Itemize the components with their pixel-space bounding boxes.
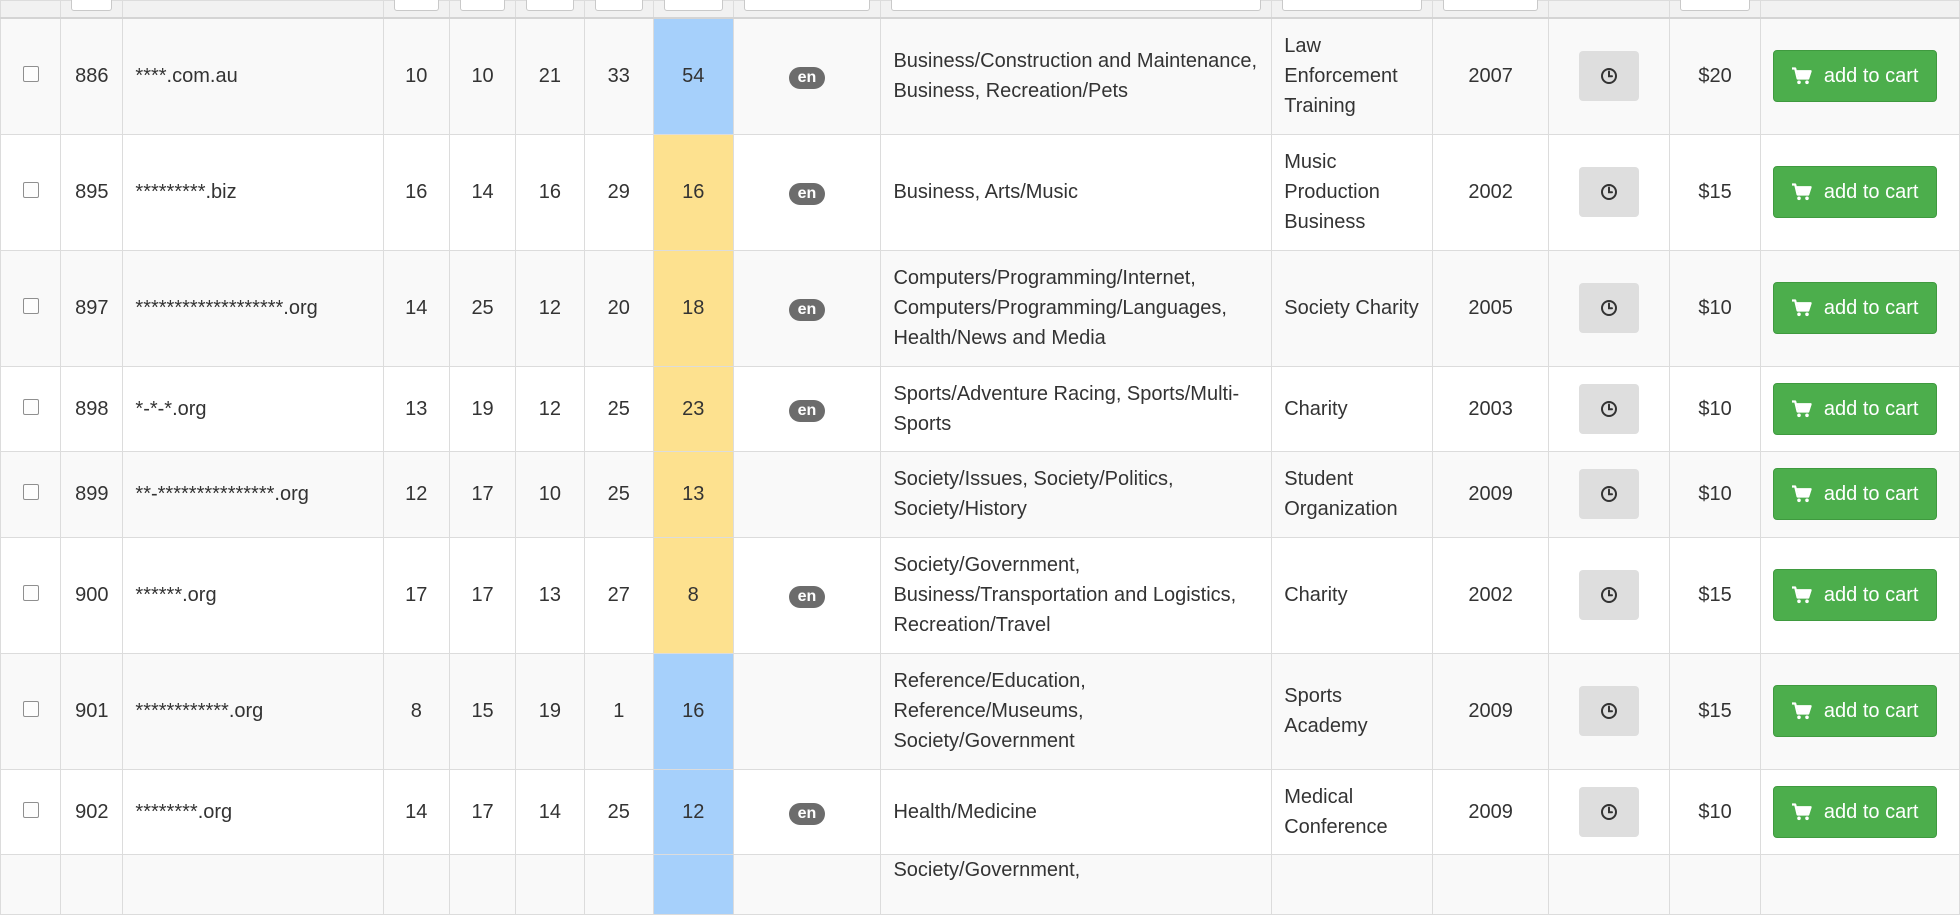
add-to-cart-label: add to cart xyxy=(1823,65,1919,88)
add-to-cart-button[interactable] xyxy=(1773,468,1938,520)
metric-3-cell: 21 xyxy=(516,18,584,134)
shopping-cart-icon xyxy=(1792,586,1812,604)
categories-cell: Society/Government, Business/Transportation and Logistics, Recreation/Travel xyxy=(881,537,1272,653)
metric-3-cell: 13 xyxy=(516,537,584,653)
metric-4-cell: 1 xyxy=(584,653,653,769)
row-checkbox[interactable] xyxy=(23,484,39,500)
history-button[interactable] xyxy=(1579,787,1639,837)
metric-4-cell xyxy=(584,854,653,914)
shopping-cart-icon xyxy=(1792,702,1812,720)
add-to-cart-label: add to cart xyxy=(1823,800,1919,823)
price-cell: $20 xyxy=(1670,18,1761,134)
topic-cell: Charity xyxy=(1272,366,1433,451)
year-cell: 2009 xyxy=(1433,769,1548,854)
history-cell xyxy=(1548,134,1669,250)
select-cell xyxy=(1,769,61,854)
topic-cell: Medical Conference xyxy=(1272,769,1433,854)
select-cell xyxy=(1,653,61,769)
history-button[interactable] xyxy=(1579,283,1639,333)
filter-row xyxy=(1,1,1960,19)
metric-2-cell: 15 xyxy=(449,653,515,769)
metric-3-cell xyxy=(516,854,584,914)
topic-cell: Charity xyxy=(1272,537,1433,653)
metric-2-cell: 14 xyxy=(449,134,515,250)
select-cell xyxy=(1,366,61,451)
filter-input[interactable] xyxy=(1443,0,1537,11)
topic-cell: Law Enforcement Training xyxy=(1272,18,1433,134)
score-cell: 12 xyxy=(653,769,733,854)
metric-1-cell: 10 xyxy=(383,18,449,134)
filter-input[interactable] xyxy=(526,0,573,11)
language-badge: en xyxy=(789,67,826,89)
categories-cell: Health/Medicine xyxy=(881,769,1272,854)
topic-cell xyxy=(1272,854,1433,914)
categories-cell: Sports/Adventure Racing, Sports/Multi-Sports xyxy=(881,366,1272,451)
language-cell xyxy=(733,134,881,250)
history-button[interactable] xyxy=(1579,167,1639,217)
domain-cell: ************.org xyxy=(123,653,383,769)
history-button[interactable] xyxy=(1579,384,1639,434)
row-checkbox[interactable] xyxy=(23,399,39,415)
filter-cell xyxy=(1272,1,1433,19)
action-cell xyxy=(1760,537,1959,653)
filter-select[interactable] xyxy=(744,0,871,11)
metric-4-cell: 27 xyxy=(584,537,653,653)
action-cell xyxy=(1760,854,1959,914)
metric-3-cell: 16 xyxy=(516,134,584,250)
topic-cell: Music Production Business xyxy=(1272,134,1433,250)
categories-cell: Business, Arts/Music xyxy=(881,134,1272,250)
add-to-cart-button[interactable] xyxy=(1773,166,1938,218)
action-cell xyxy=(1760,451,1959,537)
id-cell: 901 xyxy=(61,653,123,769)
metric-2-cell: 17 xyxy=(449,451,515,537)
metric-3-cell: 12 xyxy=(516,366,584,451)
metric-4-cell: 33 xyxy=(584,18,653,134)
filter-cell xyxy=(733,1,881,19)
score-cell: 8 xyxy=(653,537,733,653)
filter-cell xyxy=(584,1,653,19)
add-to-cart-button[interactable] xyxy=(1773,685,1938,737)
language-cell xyxy=(733,537,881,653)
history-button[interactable] xyxy=(1579,51,1639,101)
domain-cell: *******************.org xyxy=(123,250,383,366)
year-cell: 2002 xyxy=(1433,537,1548,653)
action-cell xyxy=(1760,769,1959,854)
add-to-cart-label: add to cart xyxy=(1823,483,1919,505)
filter-cell xyxy=(653,1,733,19)
row-checkbox[interactable] xyxy=(23,182,39,198)
year-cell: 2002 xyxy=(1433,134,1548,250)
topic-cell: Society Charity xyxy=(1272,250,1433,366)
metric-2-cell xyxy=(449,854,515,914)
metric-2-cell: 17 xyxy=(449,537,515,653)
history-button[interactable] xyxy=(1579,570,1639,620)
clock-icon xyxy=(1600,485,1618,503)
filter-cell xyxy=(1760,1,1959,19)
domain-cell xyxy=(123,854,383,914)
metric-3-cell: 19 xyxy=(516,653,584,769)
shopping-cart-icon xyxy=(1792,299,1812,317)
id-cell: 899 xyxy=(61,451,123,537)
year-cell: 2005 xyxy=(1433,250,1548,366)
price-cell: $10 xyxy=(1670,769,1761,854)
categories-cell: Computers/Programming/Internet, Computers/Programming/Languages, Health/News and Media xyxy=(881,250,1272,366)
metric-1-cell: 14 xyxy=(383,250,449,366)
filter-input[interactable] xyxy=(1282,0,1422,11)
filter-input[interactable] xyxy=(394,0,439,11)
action-cell xyxy=(1760,18,1959,134)
row-checkbox[interactable] xyxy=(23,298,39,314)
language-badge: en xyxy=(789,400,826,422)
year-cell xyxy=(1433,854,1548,914)
table-row xyxy=(1,18,1960,134)
categories-cell: Reference/Education, Reference/Museums, Society/Government xyxy=(881,653,1272,769)
history-cell xyxy=(1548,854,1669,914)
add-to-cart-label: add to cart xyxy=(1823,700,1919,722)
language-cell xyxy=(733,451,881,537)
select-cell xyxy=(1,537,61,653)
filter-cell xyxy=(881,1,1272,19)
action-cell xyxy=(1760,134,1959,250)
id-cell: 898 xyxy=(61,366,123,451)
metric-2-cell: 25 xyxy=(449,250,515,366)
year-cell: 2009 xyxy=(1433,653,1548,769)
history-button[interactable] xyxy=(1579,469,1639,519)
metric-1-cell xyxy=(383,854,449,914)
clock-icon xyxy=(1600,299,1618,317)
filter-input[interactable] xyxy=(595,0,643,11)
id-cell: 895 xyxy=(61,134,123,250)
language-cell xyxy=(733,653,881,769)
clock-icon xyxy=(1600,400,1618,418)
history-cell xyxy=(1548,537,1669,653)
add-to-cart-button[interactable] xyxy=(1773,282,1938,334)
score-cell xyxy=(653,854,733,914)
categories-cell: Society/Government, xyxy=(881,854,1272,914)
year-cell: 2007 xyxy=(1433,18,1548,134)
shopping-cart-icon xyxy=(1792,183,1812,201)
language-cell xyxy=(733,18,881,134)
language-badge: en xyxy=(789,183,826,205)
price-cell: $10 xyxy=(1670,250,1761,366)
score-cell: 16 xyxy=(653,653,733,769)
filter-cell xyxy=(1548,1,1669,19)
categories-cell: Business/Construction and Maintenance, Business, Recreation/Pets xyxy=(881,18,1272,134)
metric-4-cell: 25 xyxy=(584,769,653,854)
clock-icon xyxy=(1600,67,1618,85)
price-cell: $15 xyxy=(1670,537,1761,653)
history-cell xyxy=(1548,653,1669,769)
metric-1-cell: 17 xyxy=(383,537,449,653)
add-to-cart-label: add to cart xyxy=(1823,584,1919,606)
language-cell xyxy=(733,769,881,854)
filter-input[interactable] xyxy=(460,0,505,11)
language-badge: en xyxy=(789,586,826,608)
add-to-cart-button[interactable] xyxy=(1773,786,1938,838)
row-checkbox[interactable] xyxy=(23,66,39,82)
id-cell: 897 xyxy=(61,250,123,366)
score-cell: 18 xyxy=(653,250,733,366)
score-cell: 54 xyxy=(653,18,733,134)
filter-input[interactable] xyxy=(891,0,1261,11)
price-cell: $15 xyxy=(1670,134,1761,250)
table-row xyxy=(1,451,1960,537)
filter-cell xyxy=(449,1,515,19)
table-row xyxy=(1,653,1960,769)
metric-1-cell: 16 xyxy=(383,134,449,250)
filter-cell xyxy=(516,1,584,19)
action-cell xyxy=(1760,653,1959,769)
add-to-cart-label: add to cart xyxy=(1823,297,1919,319)
add-to-cart-button[interactable] xyxy=(1773,50,1938,102)
filter-cell xyxy=(1433,1,1548,19)
price-cell: $10 xyxy=(1670,451,1761,537)
metric-4-cell: 25 xyxy=(584,451,653,537)
metric-2-cell: 19 xyxy=(449,366,515,451)
metric-1-cell: 8 xyxy=(383,653,449,769)
row-checkbox[interactable] xyxy=(23,802,39,818)
shopping-cart-icon xyxy=(1792,485,1812,503)
score-cell: 13 xyxy=(653,451,733,537)
filter-input[interactable] xyxy=(664,0,723,11)
domain-cell: ********.org xyxy=(123,769,383,854)
domain-cell: *********.biz xyxy=(123,134,383,250)
add-to-cart-label: add to cart xyxy=(1823,397,1919,420)
select-cell xyxy=(1,134,61,250)
metric-3-cell: 14 xyxy=(516,769,584,854)
filter-input[interactable] xyxy=(1680,0,1750,11)
metric-4-cell: 25 xyxy=(584,366,653,451)
action-cell xyxy=(1760,250,1959,366)
table-row xyxy=(1,537,1960,653)
language-badge: en xyxy=(789,803,826,825)
metric-2-cell: 10 xyxy=(449,18,515,134)
clock-icon xyxy=(1600,586,1618,604)
categories-cell: Society/Issues, Society/Politics, Society/History xyxy=(881,451,1272,537)
filter-cell xyxy=(383,1,449,19)
action-cell xyxy=(1760,366,1959,451)
history-cell xyxy=(1548,18,1669,134)
history-button[interactable] xyxy=(1579,686,1639,736)
language-cell xyxy=(733,250,881,366)
id-cell: 886 xyxy=(61,18,123,134)
add-to-cart-button[interactable] xyxy=(1773,383,1938,435)
metric-3-cell: 12 xyxy=(516,250,584,366)
metric-4-cell: 29 xyxy=(584,134,653,250)
history-cell xyxy=(1548,769,1669,854)
shopping-cart-icon xyxy=(1792,67,1812,85)
id-cell: 900 xyxy=(61,537,123,653)
table-row xyxy=(1,769,1960,854)
id-cell xyxy=(61,854,123,914)
select-cell xyxy=(1,854,61,914)
metric-2-cell: 17 xyxy=(449,769,515,854)
history-cell xyxy=(1548,250,1669,366)
shopping-cart-icon xyxy=(1792,803,1812,821)
history-cell xyxy=(1548,451,1669,537)
year-cell: 2003 xyxy=(1433,366,1548,451)
language-cell xyxy=(733,366,881,451)
row-checkbox[interactable] xyxy=(23,585,39,601)
clock-icon xyxy=(1600,702,1618,720)
metric-1-cell: 12 xyxy=(383,451,449,537)
clock-icon xyxy=(1600,803,1618,821)
filter-cell xyxy=(123,1,383,19)
domain-cell: **-***************.org xyxy=(123,451,383,537)
score-cell: 16 xyxy=(653,134,733,250)
add-to-cart-label: add to cart xyxy=(1823,181,1919,203)
filter-input[interactable] xyxy=(71,0,112,11)
table-row xyxy=(1,854,1960,914)
add-to-cart-button[interactable] xyxy=(1773,569,1938,621)
topic-cell: Student Organization xyxy=(1272,451,1433,537)
price-cell xyxy=(1670,854,1761,914)
id-cell: 902 xyxy=(61,769,123,854)
metric-3-cell: 10 xyxy=(516,451,584,537)
language-badge: en xyxy=(789,299,826,321)
year-cell: 2009 xyxy=(1433,451,1548,537)
select-cell xyxy=(1,18,61,134)
history-cell xyxy=(1548,366,1669,451)
clock-icon xyxy=(1600,183,1618,201)
language-cell xyxy=(733,854,881,914)
topic-cell: Sports Academy xyxy=(1272,653,1433,769)
table-body xyxy=(1,1,1960,915)
filter-cell xyxy=(1670,1,1761,19)
filter-cell xyxy=(61,1,123,19)
row-checkbox[interactable] xyxy=(23,701,39,717)
price-cell: $10 xyxy=(1670,366,1761,451)
score-cell: 23 xyxy=(653,366,733,451)
domain-cell: ******.org xyxy=(123,537,383,653)
select-cell xyxy=(1,250,61,366)
shopping-cart-icon xyxy=(1792,400,1812,418)
table-row xyxy=(1,366,1960,451)
select-cell xyxy=(1,451,61,537)
table-row xyxy=(1,250,1960,366)
price-cell: $15 xyxy=(1670,653,1761,769)
domain-cell: ****.com.au xyxy=(123,18,383,134)
table-row xyxy=(1,134,1960,250)
metric-4-cell: 20 xyxy=(584,250,653,366)
metric-1-cell: 14 xyxy=(383,769,449,854)
metric-1-cell: 13 xyxy=(383,366,449,451)
domain-cell: *-*-*.org xyxy=(123,366,383,451)
filter-cell xyxy=(1,1,61,19)
